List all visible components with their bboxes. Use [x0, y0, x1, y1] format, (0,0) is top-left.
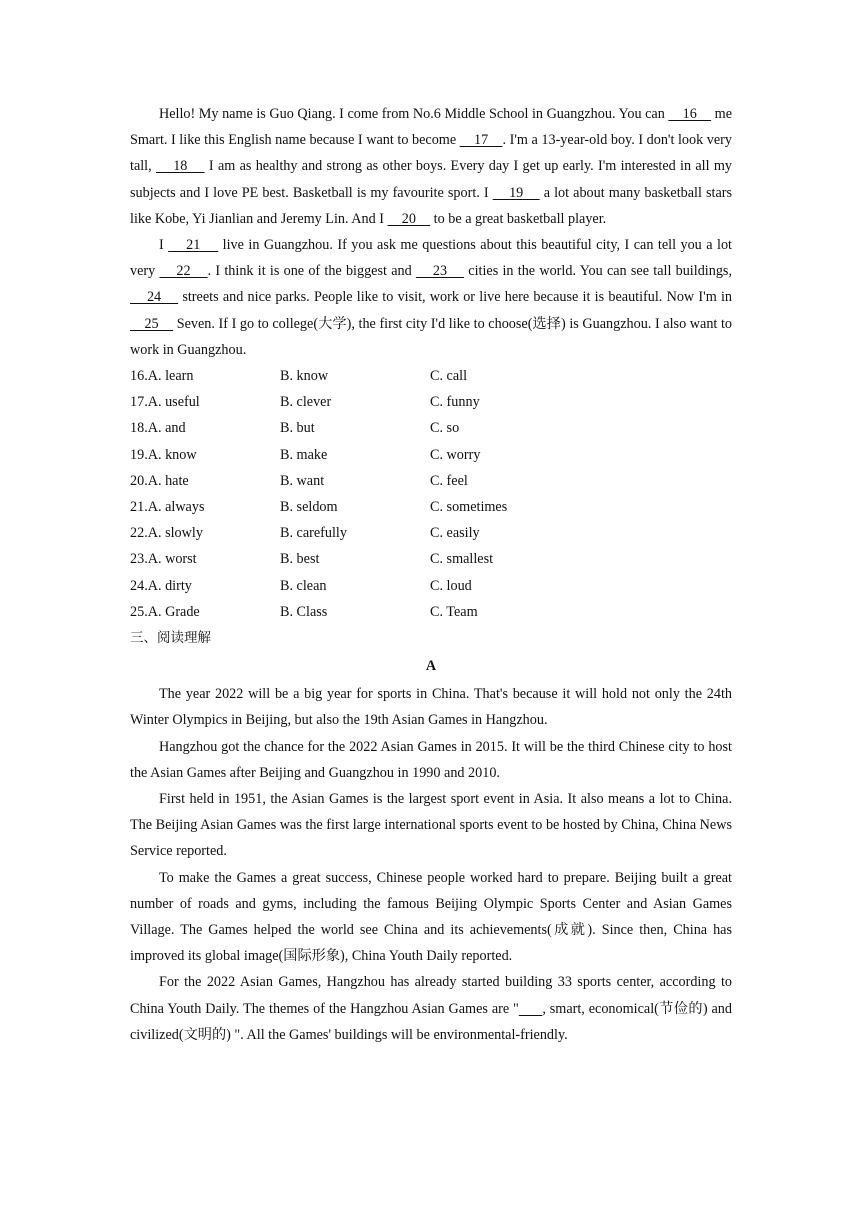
option-c: C. Team [430, 603, 478, 620]
option-b: B. Class [280, 603, 328, 620]
option-a: 17.A. useful [130, 394, 200, 411]
option-a: 16.A. learn [130, 368, 194, 385]
text-run: streets and nice parks. People like to visit, work or live here because it is beautiful. Now I'm in [178, 289, 733, 306]
blank-18: 18 [155, 158, 205, 175]
theme-blank [519, 1001, 542, 1017]
option-a: 25.A. Grade [130, 603, 200, 620]
option-c: C. smallest [430, 551, 494, 568]
option-row [130, 573, 732, 599]
blank-17: 17 [459, 132, 503, 149]
option-b: B. carefully [280, 525, 347, 542]
option-a: 20.A. hate [130, 472, 189, 489]
text-run: cities in the world. You can see tall buildings, [464, 263, 732, 280]
cloze-paragraph-1 [130, 101, 732, 232]
option-a: 24.A. dirty [130, 577, 192, 594]
option-b: B. make [280, 446, 328, 463]
option-c: C. funny [430, 394, 480, 411]
option-c: C. sometimes [430, 498, 508, 515]
document-page [130, 101, 732, 1048]
blank-16: 16 [668, 106, 712, 122]
option-c: C. call [430, 368, 468, 385]
blank-22: 22 [159, 263, 208, 280]
option-a: 21.A. always [130, 498, 205, 515]
option-c: C. loud [430, 577, 472, 594]
option-row [130, 389, 732, 415]
reading-paragraph-5 [130, 969, 732, 1048]
reading-paragraph-1: The year 2022 will be a big year for sports in China. That's because it will hold not only the 24th Winter Olympics in Beijing, but also the 19th Asian Games in Hangzhou. [130, 686, 732, 729]
option-row [130, 442, 732, 468]
text-run: Hello! My name is Guo Qiang. I come from No.6 Middle School in Guangzhou. You can [159, 106, 669, 122]
option-b: B. clever [280, 394, 332, 411]
option-a: 19.A. know [130, 446, 197, 463]
text-run: I [159, 237, 169, 254]
option-row [130, 468, 732, 494]
option-b: B. want [280, 472, 325, 489]
option-b: B. best [280, 551, 320, 568]
reading-paragraph-2: Hangzhou got the chance for the 2022 Asian Games in 2015. It will be the third Chinese city to host the Asian Games after Beijing and Guangzhou in 1990 and 2010. [130, 738, 732, 781]
blank-20: 20 [387, 210, 431, 227]
blank-25: 25 [130, 315, 174, 332]
text-run: Seven. If I go to college(大学), the first city I'd like to choose(选择) is Guangzhou. I also want to work in Guangzhou. [130, 315, 732, 358]
blank-19: 19 [492, 184, 540, 201]
text-run: a lot about many basketball stars like Kobe, Yi Jianlian and Jeremy Lin. And I [130, 184, 733, 227]
text-run: For the 2022 Asian Games, Hangzhou has already started building 33 sports center, according to China Youth Daily. The themes of the Hangzhou Asian Games are " [130, 974, 732, 1017]
blank-23: 23 [415, 263, 465, 280]
text-run: , smart, economical(节俭的) and civilized(文明的) ". All the Games' buildings will be environmental-friendly. [130, 1000, 732, 1043]
option-a: 22.A. slowly [130, 525, 203, 542]
option-c: C. feel [430, 472, 468, 489]
text-run: I am as healthy and strong as other boys. Every day I get up early. I'm interested in all my subjects and I love PE best. Basketball is my favourite sport. I [130, 158, 732, 201]
reading-paragraph-3: First held in 1951, the Asian Games is the largest sport event in Asia. It also means a lot to China. The Beijing Asian Games was the first large international sports event to be hosted by China, China News Service reported. [130, 790, 732, 860]
cloze-paragraph-2 [130, 232, 732, 363]
text-run: live in Guangzhou. If you ask me questions about this beautiful city, I can tell you a lot very [130, 237, 732, 280]
option-c: C. worry [430, 446, 481, 463]
option-row [130, 363, 732, 389]
passage-label: A [425, 658, 437, 675]
option-row [130, 494, 732, 520]
option-row [130, 599, 732, 625]
text-run: . I think it is one of the biggest and [207, 263, 416, 280]
section-title: 三、阅读理解 [130, 629, 211, 646]
text-run: . I'm a 13-year-old boy. I don't look very tall, [130, 132, 733, 175]
reading-paragraph-4: To make the Games a great success, Chinese people worked hard to prepare. Beijing built a great number of roads and gyms, including the famous Beijing Olympic Sports Center and Asian Games Village. The Games helped the world see China and its achievements(成就). Since then, China has improved its global image(国际形象), China Youth Daily reported. [130, 869, 732, 965]
option-row [130, 520, 732, 546]
option-c: C. so [430, 420, 460, 437]
blank-21: 21 [168, 237, 219, 254]
text-run: to be a great basketball player. [430, 210, 607, 227]
blank-24: 24 [130, 289, 179, 306]
option-c: C. easily [430, 525, 480, 542]
option-a: 23.A. worst [130, 551, 197, 568]
option-b: B. clean [280, 577, 327, 594]
text-run: me Smart. I like this English name because I want to become [130, 106, 732, 149]
option-row [130, 546, 732, 572]
option-b: B. but [280, 420, 315, 437]
option-row [130, 415, 732, 441]
options-list [130, 363, 732, 625]
option-b: B. know [280, 368, 329, 385]
option-b: B. seldom [280, 498, 338, 515]
option-a: 18.A. and [130, 420, 186, 437]
